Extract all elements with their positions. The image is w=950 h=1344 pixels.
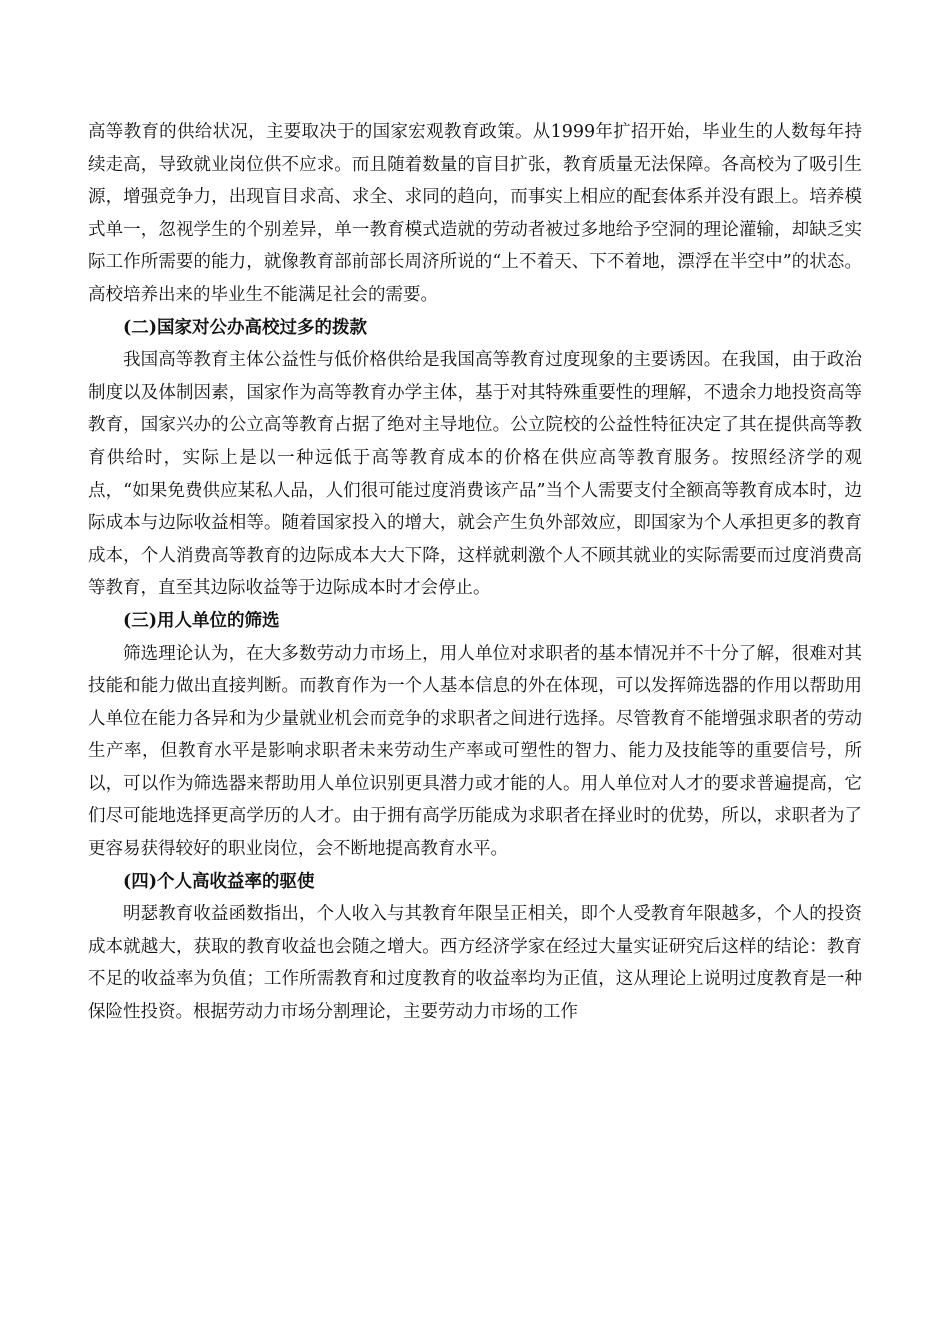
section-heading-4: (四)个人高收益率的驱使 bbox=[123, 871, 315, 892]
paragraph-supply-status: 高等教育的供给状况，主要取决于的国家宏观教育政策。从1999年扩招开始，毕业生的人数每年持续走高，导致就业岗位供不应求。而且随着数量的盲目扩张，教育质量无法保障。各高校为了吸引生源，增强竞争力，出现盲目求高、求全、求同的趋向，而事实上相应的配套体系并没有跟上。培养模式单一，忽视学生的个别差异，单一教育模式造就的劳动者被过多地给予空洞的理论灌输，却缺乏实际工作所需要的能力，就像教育部前部长周济所说的“上不着天、下不着地，漂浮在半空中”的状态。高校培养出来的毕业生不能满足社会的需要。 bbox=[88, 122, 862, 305]
document-page bbox=[88, 116, 862, 1029]
section-heading-2: (二)国家对公办高校过多的拨款 bbox=[123, 317, 368, 338]
paragraph-employer-screening: 筛选理论认为，在大多数劳动力市场上，用人单位对求职者的基本情况并不十分了解，很难对其技能和能力做出直接判断。而教育作为一个人基本信息的外在体现，可以发挥筛选器的作用以帮助用人单位在能力各异和为少量就业机会而竞争的求职者之间进行选择。尽管教育不能增强求职者的劳动生产率，但教育水平是影响求职者未来劳动生产率或可塑性的智力、能力及技能等的重要信号，所以，可以作为筛选器来帮助用人单位识别更具潜力或才能的人。用人单位对人才的要求普遍提高，它们尽可能地选择更高学历的人才。由于拥有高学历能成为求职者在择业时的优势，所以，求职者为了更容易获得较好的职业岗位，会不断地提高教育水平。 bbox=[88, 643, 862, 860]
section-heading-3: (三)用人单位的筛选 bbox=[123, 610, 280, 631]
paragraph-public-funding: 我国高等教育主体公益性与低价格供给是我国高等教育过度现象的主要诱因。在我国，由于政治制度以及体制因素，国家作为高等教育办学主体，基于对其特殊重要性的理解，不遗余力地投资高等教育，国家兴办的公立高等教育占据了绝对主导地位。公立院校的公益性特征决定了其在提供高等教育供给时，实际上是以一种远低于高等教育成本的价格在供应高等教育服务。按照经济学的观点，“如果免费供应某私人品，人们很可能过度消费该产品”当个人需要支付全额高等教育成本时，边际成本与边际收益相等。随着国家投入的增大，就会产生负外部效应，即国家为个人承担更多的教育成本，个人消费高等教育的边际成本大大下降，这样就刺激个人不顾其就业的实际需要而过度消费高等教育，直至其边际收益等于边际成本时才会停止。 bbox=[88, 350, 862, 599]
paragraph-individual-returns: 明瑟教育收益函数指出，个人收入与其教育年限呈正相关，即个人受教育年限越多，个人的投资成本就越大，获取的教育收益也会随之增大。西方经济学家在经过大量实证研究后这样的结论：教育不足的收益率为负值；工作所需教育和过度教育的收益率均为正值，这从理论上说明过度教育是一种保险性投资。根据劳动力市场分割理论，主要劳动力市场的工作 bbox=[88, 904, 862, 1023]
